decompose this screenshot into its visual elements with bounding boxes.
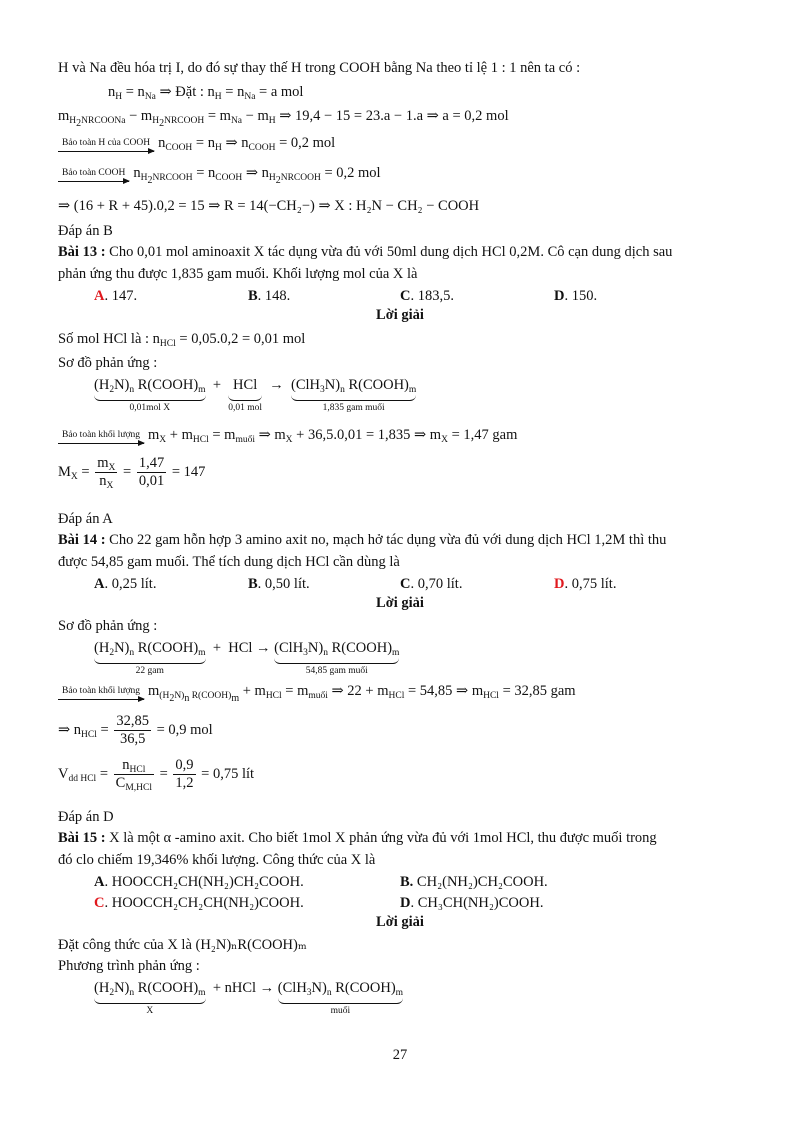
reaction-arrow: Bảo toàn khối lượng xyxy=(58,430,144,444)
option-a: A. 147. xyxy=(94,288,138,304)
page-number: 27 xyxy=(392,1047,408,1063)
reaction-scheme: $(H_2N)_n$ $R(COOH)_m$ 0,01mol X + HCl 0,01 mol → $(ClH_3N)_n$ $R(COOH)_m$ 1,835 gam muối xyxy=(94,377,417,413)
option-b: B. CH₂(NH₂)CH₂COOH. xyxy=(400,874,548,890)
question-14: Bài 14 : Cho 22 gam hỗn hợp 3 amino axit no, mạch hở tác dụng vừa đủ với dung dịch HCl 1,2M thì thu xyxy=(58,532,667,548)
equation-line: ⇒ $n_{HCl}$ = $\frac{32,85}{36,5}$ = 0,9 mol xyxy=(58,713,213,747)
solution-line: Sơ đồ phản ứng : xyxy=(58,355,158,371)
option-d: D. 0,75 lít. xyxy=(554,576,617,592)
option-b: B. 0,50 lít. xyxy=(248,576,310,592)
option-b: B. 148. xyxy=(248,288,291,304)
solution-line: Sơ đồ phản ứng : xyxy=(58,618,158,634)
equation-line: $M_X$ = $\frac{m_X}{n_X}$ = $\frac{1,47}{0,01}$ = 147 xyxy=(58,455,206,491)
reaction-arrow: Bảo toàn H của COOH xyxy=(58,138,154,152)
equation-line: Bảo toàn COOH $n_{H_2NRCOOH} = n_{COOH}$ ⇒ $n_{H_2NRCOOH} = 0,2$ mol xyxy=(58,164,381,182)
answer-line: Đáp án D xyxy=(58,809,114,825)
solution-heading: Lời giải xyxy=(376,307,424,323)
solution-line: Đặt công thức của X là (H₂N)ₙR(COOH)ₘ xyxy=(58,937,307,953)
equation-line: Bảo toàn khối lượng $m_X + m_{HCl} = m_{muối}$ ⇒ $m_X + 36,5.0,01 = 1,835$ ⇒ $m_X = 1,47$ gam xyxy=(58,426,517,444)
question-13: Bài 13 : Cho 0,01 mol aminoaxit X tác dụng vừa đủ với 50ml dung dịch HCl 0,2M. Cô cạn dung dịch sau xyxy=(58,244,673,260)
solution-heading: Lời giải xyxy=(376,595,424,611)
equation-line: Bảo toàn H của COOH $n_{COOH} = n_H$ ⇒ $n_{COOH} = 0,2$ mol xyxy=(58,134,335,152)
reaction-arrow: Bảo toàn COOH xyxy=(58,168,129,182)
question-14-cont: được 54,85 gam muối. Thể tích dung dịch HCl cần dùng là xyxy=(58,554,400,570)
solution-heading: Lời giải xyxy=(376,914,424,930)
option-c: C. HOOCCH₂CH₂CH(NH₂)COOH. xyxy=(94,895,304,911)
intro-text: H và Na đều hóa trị I, do đó sự thay thế H trong COOH bằng Na theo tỉ lệ 1 : 1 nên ta có : xyxy=(58,60,581,76)
equation-line: $m_{H_2NRCOONa} - m_{H_2NRCOOH} = m_{Na} - m_H$ ⇒ 19,4 − 15 = 23.a − 1.a ⇒ a = 0,2 mol xyxy=(58,108,509,129)
reaction-scheme: $(H_2N)_n$ $R(COOH)_m$ 22 gam + HCl → $(ClH_3N)_n$ $R(COOH)_m$ 54,85 gam muối xyxy=(94,640,400,676)
question-15-cont: đó clo chiếm 19,346% khối lượng. Công thức của X là xyxy=(58,852,376,868)
equation-line: ⇒ (16 + R + 45).0,2 = 15 ⇒ R = 14(−CH₂−) ⇒ X : H₂N − CH₂ − COOH xyxy=(58,198,480,214)
equation-line: $V_{dd HCl}$ = $\frac{n_{HCl}}{C_{M,HCl}}$ = $\frac{0,9}{1,2}$ = 0,75 lít xyxy=(58,757,255,793)
solution-line: Số mol HCl là : $n_{HCl} = 0,05.0,2 = 0,01$ mol xyxy=(58,331,306,349)
equation-line: Bảo toàn khối lượng $m_{(H_2N)_n R(COOH)_m} + m_{HCl} = m_{muối}$ ⇒ $22 + m_{HCl} = 54,85$ ⇒ $m_{HCl} = 32,85$ gam xyxy=(58,682,576,700)
option-c: C. 183,5. xyxy=(400,288,454,304)
reaction-scheme: $(H_2N)_n$ $R(COOH)_m$ X + nHCl → $(ClH_3N)_n$ $R(COOH)_m$ muối xyxy=(94,980,404,1016)
answer-line: Đáp án B xyxy=(58,223,113,239)
option-c: C. 0,70 lít. xyxy=(400,576,463,592)
option-a: A. HOOCCH₂CH(NH₂)CH₂COOH. xyxy=(94,874,304,890)
option-a: A. 0,25 lít. xyxy=(94,576,157,592)
solution-line: Phương trình phản ứng : xyxy=(58,958,200,974)
reaction-arrow: Bảo toàn khối lượng xyxy=(58,686,144,700)
answer-line: Đáp án A xyxy=(58,511,113,527)
question-13-cont: phản ứng thu được 1,835 gam muối. Khối lượng mol của X là xyxy=(58,266,418,282)
equation-line: $n_H = n_{Na}$ ⇒ Đặt : $n_H = n_{Na} = a$ mol xyxy=(108,84,304,102)
question-15: Bài 15 : X là một α -amino axit. Cho biết 1mol X phản ứng vừa đủ với 1mol HCl, thu được muối trong xyxy=(58,830,657,846)
option-d: D. CH₃CH(NH₂)COOH. xyxy=(400,895,544,911)
option-d: D. 150. xyxy=(554,288,598,304)
